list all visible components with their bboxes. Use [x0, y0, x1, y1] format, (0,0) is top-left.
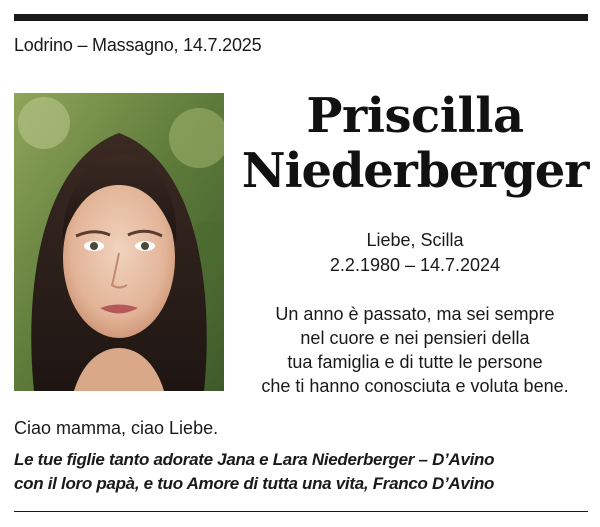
signature-line: Le tue figlie tanto adorate Jana e Lara Niederberger – D’Avino	[14, 450, 495, 469]
message-line: nel cuore e nei pensieri della	[300, 328, 530, 348]
portrait-photo	[14, 93, 224, 391]
place-date: Lodrino – Massagno, 14.7.2025	[14, 35, 262, 55]
message-line: che ti hanno conosciuta e voluta bene.	[261, 376, 569, 396]
last-name: Niederberger	[241, 143, 589, 199]
life-dates: 2.2.1980 – 14.7.2024	[329, 255, 501, 275]
signature-line: con il loro papà, e tuo Amore di tutta una vita, Franco D’Avino	[14, 474, 495, 493]
nickname: Liebe, Scilla	[366, 230, 464, 250]
memorial-message	[250, 302, 580, 398]
bottom-rule	[14, 511, 588, 512]
signature	[14, 448, 494, 496]
message-line: Un anno è passato, ma sei sempre	[275, 304, 555, 324]
top-rule	[14, 14, 588, 21]
first-name: Priscilla	[306, 88, 524, 144]
farewell-text: Ciao mamma, ciao Liebe.	[14, 418, 219, 438]
message-line: tua famiglia e di tutte le persone	[287, 352, 543, 372]
